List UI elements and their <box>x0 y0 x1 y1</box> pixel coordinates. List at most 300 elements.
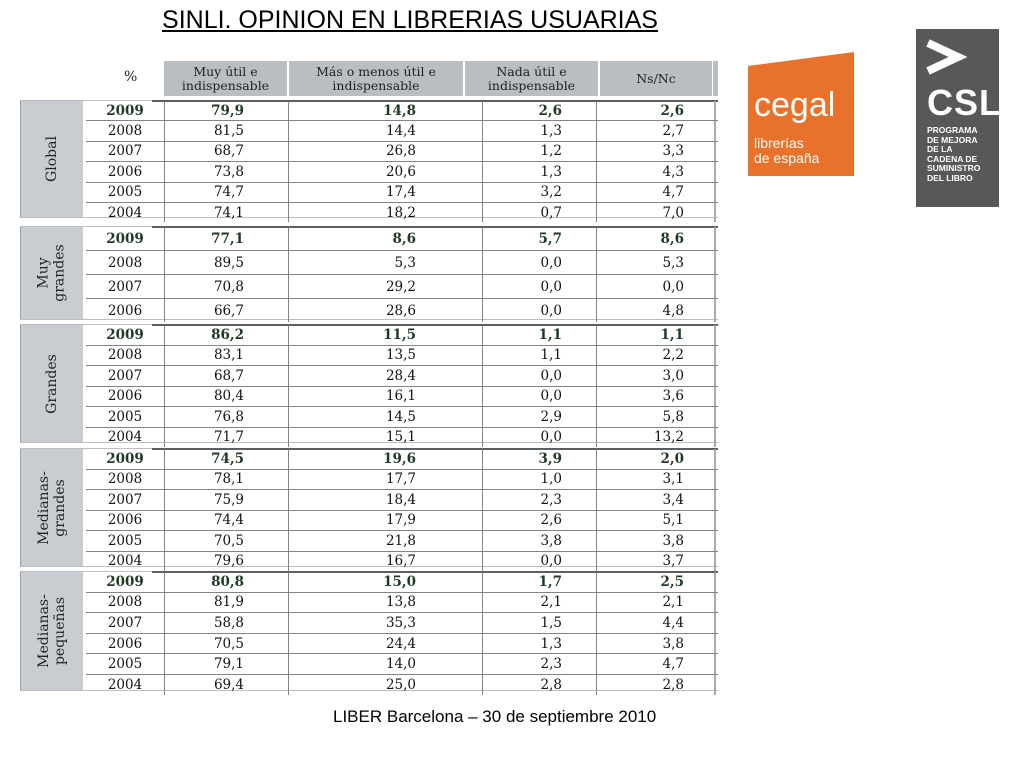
muy-util-cell <box>164 490 289 510</box>
nada-util-cell <box>482 572 597 592</box>
table-block <box>20 226 718 320</box>
mas-o-menos-util-cell <box>288 634 483 654</box>
mas-o-menos-util-cell-value: 14,0 <box>385 656 416 673</box>
ns-nc-cell-value: 3,8 <box>662 635 684 652</box>
percent-label: % <box>124 69 138 85</box>
ns-nc-cell <box>596 531 716 551</box>
cegal-logo <box>748 52 854 176</box>
table-row <box>86 654 718 675</box>
ns-nc-cell <box>596 407 716 427</box>
muy-util-cell-value: 79,6 <box>213 553 244 570</box>
muy-util-cell <box>164 613 289 633</box>
mas-o-menos-util-cell-value: 20,6 <box>385 163 416 180</box>
year-cell <box>86 449 165 469</box>
nada-util-cell-value: 2,3 <box>540 656 562 673</box>
ns-nc-cell-value: 4,8 <box>662 302 684 319</box>
ns-nc-cell <box>596 552 716 572</box>
ns-nc-cell <box>596 227 716 250</box>
muy-util-cell-value: 81,5 <box>213 123 244 140</box>
mas-o-menos-util-cell <box>288 275 483 298</box>
muy-util-cell <box>164 366 289 386</box>
year-cell <box>86 183 165 202</box>
chevron-right-icon <box>916 29 999 85</box>
year-cell-value: 2005 <box>107 532 143 549</box>
mas-o-menos-util-cell-value: 28,6 <box>385 302 416 319</box>
ns-nc-cell <box>596 101 716 120</box>
nada-util-cell <box>482 346 597 366</box>
nada-util-cell-value: 2,6 <box>538 102 562 119</box>
year-cell <box>86 162 165 181</box>
nada-util-cell-value: 1,2 <box>540 143 562 160</box>
nada-util-cell <box>482 613 597 633</box>
mas-o-menos-util-cell <box>288 121 483 140</box>
year-cell-value: 2009 <box>106 230 144 247</box>
year-cell <box>86 203 165 222</box>
mas-o-menos-util-cell <box>288 325 483 345</box>
ns-nc-cell <box>596 634 716 654</box>
nada-util-cell <box>482 325 597 345</box>
year-cell <box>86 251 165 274</box>
muy-util-cell <box>164 121 289 140</box>
muy-util-cell-value: 70,5 <box>213 635 244 652</box>
muy-util-cell <box>164 407 289 427</box>
muy-util-cell <box>164 593 289 613</box>
muy-util-cell-value: 69,4 <box>213 676 244 693</box>
nada-util-cell <box>482 654 597 674</box>
ns-nc-cell <box>596 593 716 613</box>
mas-o-menos-util-cell-value: 16,7 <box>385 553 416 570</box>
mas-o-menos-util-cell <box>288 593 483 613</box>
table-row <box>86 275 718 299</box>
year-cell-value: 2006 <box>107 635 143 652</box>
muy-util-cell <box>164 251 289 274</box>
muy-util-cell-value: 58,8 <box>213 614 244 631</box>
mas-o-menos-util-cell-value: 13,5 <box>385 347 416 364</box>
ns-nc-cell <box>596 387 716 407</box>
table-row <box>86 142 718 162</box>
header-mas-o-menos-util: Más o menos útil e indispensable <box>289 61 465 96</box>
muy-util-cell-value: 81,9 <box>213 594 244 611</box>
table-block <box>20 571 718 691</box>
table-row <box>86 511 718 532</box>
nada-util-cell <box>482 634 597 654</box>
cegal-subtitle: librerías de españa <box>754 135 820 166</box>
year-cell <box>86 675 165 695</box>
ns-nc-cell-value: 4,3 <box>662 163 684 180</box>
muy-util-cell-value: 68,7 <box>213 367 244 384</box>
mas-o-menos-util-cell-value: 8,6 <box>392 230 416 247</box>
muy-util-cell <box>164 183 289 202</box>
year-cell <box>86 634 165 654</box>
mas-o-menos-util-cell <box>288 183 483 202</box>
nada-util-cell <box>482 675 597 695</box>
ns-nc-cell-value: 8,6 <box>660 230 684 247</box>
mas-o-menos-util-cell-value: 16,1 <box>385 388 416 405</box>
block-label <box>20 449 83 566</box>
table-header <box>20 61 720 97</box>
muy-util-cell <box>164 654 289 674</box>
cegal-brand: cegal <box>754 86 836 124</box>
csl-program-text: PROGRAMA DE MEJORA DE LA CADENA DE SUMINISTRO DEL LIBRO <box>927 125 981 183</box>
ns-nc-cell-value: 2,5 <box>660 573 684 590</box>
year-cell-value: 2006 <box>107 512 143 529</box>
ns-nc-cell-value: 4,7 <box>662 656 684 673</box>
muy-util-cell-value: 75,9 <box>213 491 244 508</box>
header-muy-util: Muy útil e indispensable <box>164 61 289 96</box>
table-row <box>86 552 718 572</box>
muy-util-cell <box>164 572 289 592</box>
muy-util-cell-value: 74,4 <box>213 512 244 529</box>
muy-util-cell-value: 73,8 <box>213 163 244 180</box>
nada-util-cell <box>482 490 597 510</box>
year-cell-value: 2007 <box>107 143 143 160</box>
mas-o-menos-util-cell <box>288 470 483 490</box>
mas-o-menos-util-cell-value: 17,4 <box>385 184 416 201</box>
muy-util-cell-value: 74,5 <box>211 450 244 467</box>
muy-util-cell <box>164 449 289 469</box>
csl-brand: CSL <box>927 82 1002 123</box>
nada-util-cell-value: 2,6 <box>540 512 562 529</box>
nada-util-cell <box>482 531 597 551</box>
nada-util-cell <box>482 183 597 202</box>
block-label-text: Medianas- pequeñas <box>36 593 68 668</box>
ns-nc-cell <box>596 299 716 322</box>
ns-nc-cell <box>596 142 716 161</box>
year-cell <box>86 654 165 674</box>
table-row <box>86 490 718 511</box>
nada-util-cell <box>482 552 597 572</box>
muy-util-cell-value: 79,9 <box>211 102 244 119</box>
nada-util-cell <box>482 227 597 250</box>
mas-o-menos-util-cell <box>288 675 483 695</box>
nada-util-cell-value: 1,1 <box>540 347 562 364</box>
block-rows <box>86 101 718 221</box>
mas-o-menos-util-cell <box>288 552 483 572</box>
table-row <box>86 101 718 121</box>
year-cell-value: 2004 <box>107 429 143 446</box>
table-row <box>86 251 718 275</box>
table-row <box>86 407 718 428</box>
nada-util-cell-value: 1,7 <box>538 573 562 590</box>
nada-util-cell-value: 0,0 <box>540 254 562 271</box>
nada-util-cell-value: 0,0 <box>540 388 562 405</box>
year-cell <box>86 142 165 161</box>
mas-o-menos-util-cell <box>288 227 483 250</box>
ns-nc-cell <box>596 572 716 592</box>
mas-o-menos-util-cell-value: 14,5 <box>385 408 416 425</box>
year-cell <box>86 407 165 427</box>
muy-util-cell-value: 83,1 <box>213 347 244 364</box>
nada-util-cell <box>482 387 597 407</box>
year-cell-value: 2008 <box>107 471 143 488</box>
ns-nc-cell-value: 7,0 <box>662 204 684 221</box>
ns-nc-cell-value: 4,4 <box>662 614 684 631</box>
mas-o-menos-util-cell-value: 21,8 <box>385 532 416 549</box>
mas-o-menos-util-cell-value: 17,7 <box>385 471 416 488</box>
nada-util-cell-value: 1,5 <box>540 614 562 631</box>
mas-o-menos-util-cell <box>288 366 483 386</box>
year-cell <box>86 613 165 633</box>
ns-nc-cell <box>596 490 716 510</box>
nada-util-cell-value: 0,7 <box>540 204 562 221</box>
year-cell-value: 2004 <box>107 204 143 221</box>
nada-util-cell-value: 0,0 <box>540 553 562 570</box>
mas-o-menos-util-cell <box>288 428 483 448</box>
table-row <box>86 613 718 634</box>
nada-util-cell <box>482 251 597 274</box>
ns-nc-cell-value: 2,2 <box>662 347 684 364</box>
muy-util-cell-value: 70,8 <box>213 278 244 295</box>
nada-util-cell-value: 1,3 <box>540 635 562 652</box>
block-rows <box>86 449 718 570</box>
table-row <box>86 593 718 614</box>
mas-o-menos-util-cell-value: 25,0 <box>385 676 416 693</box>
year-cell <box>86 552 165 572</box>
block-label-text: Medianas- grandes <box>36 470 68 545</box>
mas-o-menos-util-cell-value: 29,2 <box>385 278 416 295</box>
year-cell-value: 2005 <box>107 656 143 673</box>
muy-util-cell-value: 66,7 <box>213 302 244 319</box>
table-block <box>20 324 718 446</box>
block-label-text: Grandes <box>43 353 60 414</box>
ns-nc-cell-value: 2,8 <box>662 676 684 693</box>
muy-util-cell <box>164 675 289 695</box>
ns-nc-cell-value: 3,3 <box>662 143 684 160</box>
year-cell-value: 2007 <box>107 367 143 384</box>
block-label <box>20 325 83 442</box>
mas-o-menos-util-cell-value: 19,6 <box>383 450 416 467</box>
nada-util-cell-value: 1,0 <box>540 471 562 488</box>
year-cell <box>86 428 165 448</box>
year-cell-value: 2006 <box>107 388 143 405</box>
nada-util-cell-value: 1,3 <box>540 163 562 180</box>
year-cell-value: 2009 <box>106 573 144 590</box>
ns-nc-cell-value: 5,3 <box>662 254 684 271</box>
nada-util-cell <box>482 449 597 469</box>
header-nada-util: Nada útil e indispensable <box>465 61 600 96</box>
block-rows <box>86 325 718 446</box>
muy-util-cell <box>164 203 289 222</box>
ns-nc-cell <box>596 251 716 274</box>
muy-util-cell <box>164 299 289 322</box>
ns-nc-cell <box>596 346 716 366</box>
year-cell-value: 2005 <box>107 408 143 425</box>
muy-util-cell-value: 74,1 <box>213 204 244 221</box>
mas-o-menos-util-cell <box>288 511 483 531</box>
year-cell <box>86 121 165 140</box>
muy-util-cell <box>164 634 289 654</box>
nada-util-cell-value: 0,0 <box>540 429 562 446</box>
header-end-cap <box>713 61 718 96</box>
nada-util-cell-value: 2,1 <box>540 594 562 611</box>
nada-util-cell <box>482 366 597 386</box>
year-cell <box>86 593 165 613</box>
muy-util-cell <box>164 531 289 551</box>
nada-util-cell-value: 3,9 <box>538 450 562 467</box>
year-cell-value: 2007 <box>107 614 143 631</box>
table-row <box>86 572 718 593</box>
mas-o-menos-util-cell-value: 35,3 <box>385 614 416 631</box>
block-label <box>20 227 83 319</box>
year-cell-value: 2008 <box>107 254 143 271</box>
mas-o-menos-util-cell <box>288 387 483 407</box>
muy-util-cell <box>164 101 289 120</box>
nada-util-cell-value: 1,3 <box>540 123 562 140</box>
year-cell-value: 2009 <box>106 102 144 119</box>
ns-nc-cell-value: 2,0 <box>660 450 684 467</box>
nada-util-cell <box>482 101 597 120</box>
mas-o-menos-util-cell-value: 5,3 <box>394 254 416 271</box>
ns-nc-cell <box>596 162 716 181</box>
year-cell-value: 2005 <box>107 184 143 201</box>
muy-util-cell <box>164 325 289 345</box>
year-cell-value: 2009 <box>106 326 144 343</box>
nada-util-cell-value: 3,2 <box>540 184 562 201</box>
year-cell <box>86 572 165 592</box>
muy-util-cell-value: 76,8 <box>213 408 244 425</box>
muy-util-cell <box>164 227 289 250</box>
block-rows <box>86 227 718 319</box>
muy-util-cell <box>164 142 289 161</box>
muy-util-cell <box>164 346 289 366</box>
muy-util-cell-value: 70,5 <box>213 532 244 549</box>
year-cell-value: 2004 <box>107 676 143 693</box>
year-cell <box>86 490 165 510</box>
nada-util-cell <box>482 511 597 531</box>
table-block <box>20 448 718 570</box>
mas-o-menos-util-cell <box>288 572 483 592</box>
ns-nc-cell-value: 3,7 <box>662 553 684 570</box>
nada-util-cell-value: 3,8 <box>540 532 562 549</box>
muy-util-cell-value: 77,1 <box>211 230 244 247</box>
ns-nc-cell-value: 3,8 <box>662 532 684 549</box>
mas-o-menos-util-cell-value: 13,8 <box>385 594 416 611</box>
ns-nc-cell-value: 2,7 <box>662 123 684 140</box>
muy-util-cell <box>164 162 289 181</box>
table-row <box>86 183 718 203</box>
mas-o-menos-util-cell <box>288 490 483 510</box>
ns-nc-cell-value: 2,1 <box>662 594 684 611</box>
muy-util-cell <box>164 428 289 448</box>
year-cell <box>86 299 165 322</box>
slide-footer: LIBER Barcelona – 30 de septiembre 2010 <box>333 707 657 726</box>
year-cell-value: 2008 <box>107 347 143 364</box>
table-row <box>86 121 718 141</box>
mas-o-menos-util-cell <box>288 613 483 633</box>
nada-util-cell-value: 0,0 <box>540 302 562 319</box>
year-cell <box>86 531 165 551</box>
ns-nc-cell-value: 5,8 <box>662 408 684 425</box>
table-row <box>86 428 718 448</box>
ns-nc-cell <box>596 613 716 633</box>
mas-o-menos-util-cell <box>288 346 483 366</box>
muy-util-cell-value: 78,1 <box>213 471 244 488</box>
year-cell-value: 2004 <box>107 553 143 570</box>
year-cell <box>86 387 165 407</box>
nada-util-cell-value: 5,7 <box>538 230 562 247</box>
table-row <box>86 346 718 367</box>
mas-o-menos-util-cell <box>288 203 483 222</box>
mas-o-menos-util-cell <box>288 251 483 274</box>
ns-nc-cell-value: 0,0 <box>662 278 684 295</box>
block-label <box>20 101 83 217</box>
mas-o-menos-util-cell <box>288 654 483 674</box>
block-rows <box>86 572 718 693</box>
muy-util-cell <box>164 511 289 531</box>
muy-util-cell <box>164 387 289 407</box>
muy-util-cell-value: 74,7 <box>213 184 244 201</box>
mas-o-menos-util-cell <box>288 299 483 322</box>
ns-nc-cell <box>596 183 716 202</box>
ns-nc-cell-value: 3,1 <box>662 471 684 488</box>
nada-util-cell-value: 0,0 <box>540 278 562 295</box>
table-row <box>86 531 718 552</box>
nada-util-cell <box>482 203 597 222</box>
nada-util-cell <box>482 142 597 161</box>
muy-util-cell <box>164 470 289 490</box>
slide-title: SINLI. OPINION EN LIBRERIAS USUARIAS <box>162 6 658 34</box>
mas-o-menos-util-cell-value: 24,4 <box>385 635 416 652</box>
table-row <box>86 470 718 491</box>
table-block <box>20 100 718 221</box>
table-row <box>86 366 718 387</box>
mas-o-menos-util-cell-value: 11,5 <box>383 326 416 343</box>
nada-util-cell-value: 1,1 <box>538 326 562 343</box>
nada-util-cell <box>482 162 597 181</box>
block-label-text: Global <box>43 136 60 183</box>
year-cell-value: 2007 <box>107 278 143 295</box>
mas-o-menos-util-cell-value: 14,8 <box>383 102 416 119</box>
muy-util-cell-value: 79,1 <box>213 656 244 673</box>
muy-util-cell <box>164 552 289 572</box>
muy-util-cell-value: 68,7 <box>213 143 244 160</box>
nada-util-cell <box>482 470 597 490</box>
muy-util-cell <box>164 275 289 298</box>
year-cell-value: 2008 <box>107 123 143 140</box>
table-row <box>86 634 718 655</box>
ns-nc-cell <box>596 366 716 386</box>
year-cell-value: 2006 <box>107 302 143 319</box>
nada-util-cell-value: 0,0 <box>540 367 562 384</box>
ns-nc-cell-value: 1,1 <box>660 326 684 343</box>
table-row <box>86 203 718 222</box>
ns-nc-cell <box>596 675 716 695</box>
year-cell-value: 2007 <box>107 491 143 508</box>
table-row <box>86 387 718 408</box>
year-cell <box>86 227 165 250</box>
ns-nc-cell <box>596 470 716 490</box>
mas-o-menos-util-cell-value: 15,0 <box>383 573 416 590</box>
table-row <box>86 675 718 695</box>
table-row <box>86 325 718 346</box>
nada-util-cell <box>482 299 597 322</box>
year-cell <box>86 470 165 490</box>
table-row <box>86 227 718 251</box>
year-cell <box>86 366 165 386</box>
table-row <box>86 449 718 470</box>
year-cell <box>86 325 165 345</box>
block-label-text: Muy grandes <box>35 244 68 302</box>
table-row <box>86 162 718 182</box>
mas-o-menos-util-cell <box>288 101 483 120</box>
ns-nc-cell <box>596 511 716 531</box>
mas-o-menos-util-cell-value: 28,4 <box>385 367 416 384</box>
mas-o-menos-util-cell <box>288 162 483 181</box>
year-cell <box>86 101 165 120</box>
nada-util-cell <box>482 407 597 427</box>
muy-util-cell-value: 80,4 <box>213 388 244 405</box>
ns-nc-cell-value: 2,6 <box>660 102 684 119</box>
